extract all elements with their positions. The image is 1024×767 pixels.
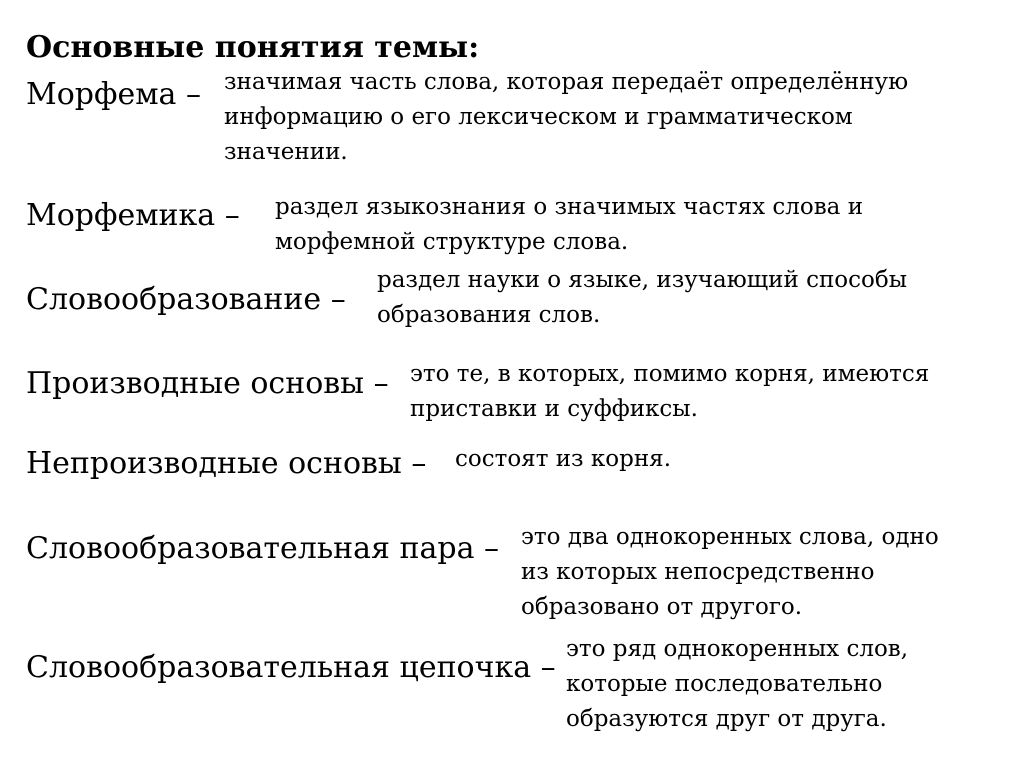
definition-proizvodnye-osnovy xyxy=(410,357,929,427)
term-slovoobrazovatelnaya-tsepochka: Словообразовательная цепочка – xyxy=(26,650,556,685)
definition-line: образования слов. xyxy=(377,302,601,328)
definition-line: которые последовательно xyxy=(566,671,883,697)
term-slovoobrazovatelnaya-para: Словообразовательная пара – xyxy=(26,531,500,566)
definition-line: значимая часть слова, которая передаёт определённую xyxy=(224,69,909,95)
slide-heading: Основные понятия темы: xyxy=(26,30,480,65)
definition-line: состоят из корня. xyxy=(455,446,672,472)
term-slovoobrazovanie: Словообразование – xyxy=(26,282,346,317)
term-proizvodnye-osnovy: Производные основы – xyxy=(26,366,389,401)
term-morfema: Морфема – xyxy=(26,77,201,112)
term-morfemika: Морфемика – xyxy=(26,198,240,233)
definition-line: раздел языкознания о значимых частях слова и xyxy=(275,194,864,220)
definition-slovoobrazovatelnaya-para xyxy=(521,520,939,625)
definition-line: это два однокоренных слова, одно xyxy=(521,524,939,550)
definition-line: значении. xyxy=(224,139,348,165)
definition-line: это ряд однокоренных слов, xyxy=(566,636,909,662)
term-neproizvodnye-osnovy: Непроизводные основы – xyxy=(26,446,427,481)
definition-line: информацию о его лексическом и грамматическом xyxy=(224,104,853,130)
definition-slovoobrazovatelnaya-tsepochka xyxy=(566,632,908,737)
definition-line: раздел науки о языке, изучающий способы xyxy=(377,267,908,293)
definition-morfemika xyxy=(275,190,863,260)
definition-line: морфемной структуре слова. xyxy=(275,229,629,255)
definition-line: приставки и суффиксы. xyxy=(410,396,698,422)
definition-line: из которых непосредственно xyxy=(521,559,875,585)
definition-slovoobrazovanie xyxy=(377,263,907,333)
definition-line: образуются друг от друга. xyxy=(566,706,887,732)
definition-neproizvodnye-osnovy xyxy=(455,442,671,477)
definition-morfema xyxy=(224,65,908,170)
definition-line: образовано от другого. xyxy=(521,594,803,620)
definition-line: это те, в которых, помимо корня, имеются xyxy=(410,361,930,387)
